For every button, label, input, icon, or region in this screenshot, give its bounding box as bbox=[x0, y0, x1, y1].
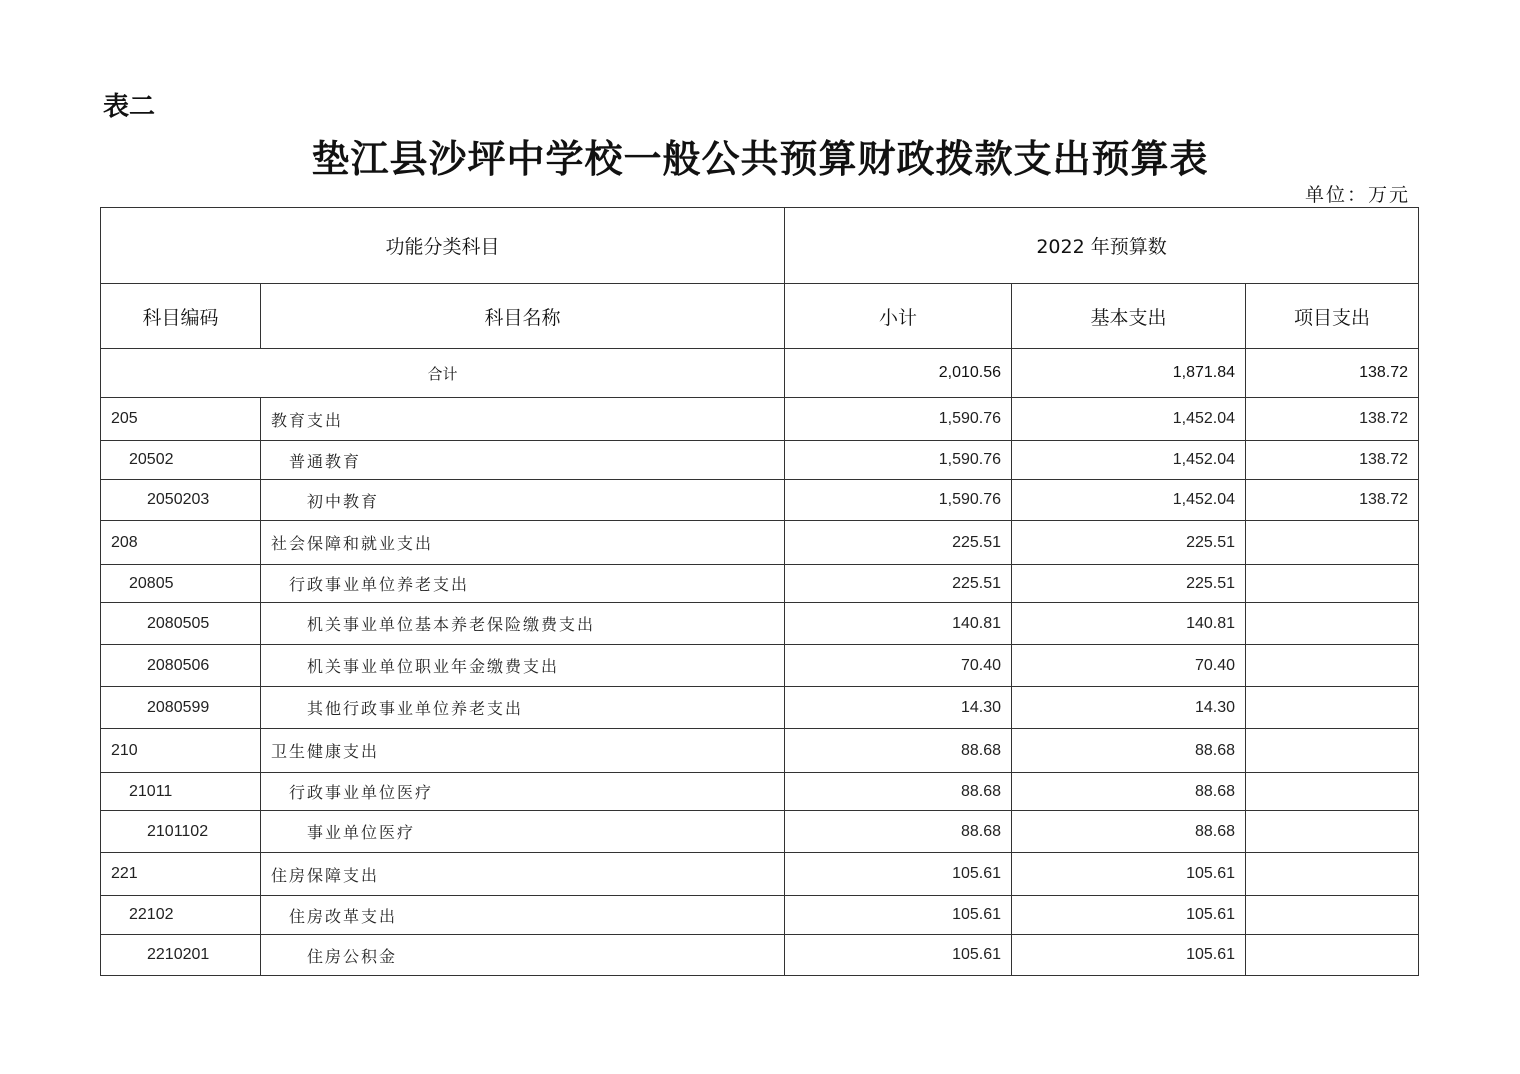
row-code: 2050203 bbox=[101, 480, 261, 521]
table-row bbox=[101, 896, 1419, 935]
row-subtotal: 225.51 bbox=[785, 521, 1012, 565]
row-project: 138.72 bbox=[1246, 480, 1419, 521]
total-subtotal: 2,010.56 bbox=[785, 349, 1012, 398]
group-header-functional: 功能分类科目 bbox=[101, 208, 785, 284]
row-name: 事业单位医疗 bbox=[261, 811, 785, 853]
row-name: 机关事业单位职业年金缴费支出 bbox=[261, 645, 785, 687]
row-name: 卫生健康支出 bbox=[261, 729, 785, 773]
row-subtotal: 1,590.76 bbox=[785, 441, 1012, 480]
row-subtotal: 140.81 bbox=[785, 603, 1012, 645]
column-header-row bbox=[101, 284, 1419, 349]
table-row bbox=[101, 687, 1419, 729]
row-subtotal: 14.30 bbox=[785, 687, 1012, 729]
column-header-project: 项目支出 bbox=[1246, 284, 1419, 349]
row-name: 行政事业单位医疗 bbox=[261, 773, 785, 811]
row-subtotal: 105.61 bbox=[785, 896, 1012, 935]
row-code: 2080505 bbox=[101, 603, 261, 645]
row-basic: 105.61 bbox=[1012, 935, 1246, 976]
row-subtotal: 105.61 bbox=[785, 935, 1012, 976]
budget-table bbox=[100, 207, 1419, 976]
row-subtotal: 225.51 bbox=[785, 565, 1012, 603]
column-header-subtotal: 小计 bbox=[785, 284, 1012, 349]
row-name: 其他行政事业单位养老支出 bbox=[261, 687, 785, 729]
row-project bbox=[1246, 773, 1419, 811]
row-subtotal: 1,590.76 bbox=[785, 398, 1012, 441]
row-code: 208 bbox=[101, 521, 261, 565]
row-project bbox=[1246, 935, 1419, 976]
row-code: 2080599 bbox=[101, 687, 261, 729]
total-row bbox=[101, 349, 1419, 398]
row-subtotal: 70.40 bbox=[785, 645, 1012, 687]
table-row bbox=[101, 398, 1419, 441]
row-project: 138.72 bbox=[1246, 441, 1419, 480]
row-code: 2101102 bbox=[101, 811, 261, 853]
row-code: 205 bbox=[101, 398, 261, 441]
table-row bbox=[101, 645, 1419, 687]
group-header-row bbox=[101, 208, 1419, 284]
row-basic: 140.81 bbox=[1012, 603, 1246, 645]
row-name: 教育支出 bbox=[261, 398, 785, 441]
total-project: 138.72 bbox=[1246, 349, 1419, 398]
row-basic: 70.40 bbox=[1012, 645, 1246, 687]
table-row bbox=[101, 441, 1419, 480]
row-name: 社会保障和就业支出 bbox=[261, 521, 785, 565]
row-basic: 88.68 bbox=[1012, 729, 1246, 773]
row-basic: 1,452.04 bbox=[1012, 398, 1246, 441]
row-basic: 225.51 bbox=[1012, 565, 1246, 603]
row-code: 2080506 bbox=[101, 645, 261, 687]
row-project bbox=[1246, 811, 1419, 853]
row-subtotal: 88.68 bbox=[785, 811, 1012, 853]
row-subtotal: 1,590.76 bbox=[785, 480, 1012, 521]
row-basic: 1,452.04 bbox=[1012, 480, 1246, 521]
row-basic: 105.61 bbox=[1012, 896, 1246, 935]
row-name: 住房改革支出 bbox=[261, 896, 785, 935]
row-basic: 225.51 bbox=[1012, 521, 1246, 565]
row-name: 初中教育 bbox=[261, 480, 785, 521]
row-name: 机关事业单位基本养老保险缴费支出 bbox=[261, 603, 785, 645]
row-project: 138.72 bbox=[1246, 398, 1419, 441]
table-label: 表二 bbox=[103, 92, 156, 122]
row-subtotal: 88.68 bbox=[785, 773, 1012, 811]
table-row bbox=[101, 480, 1419, 521]
table-row bbox=[101, 935, 1419, 976]
column-header-name: 科目名称 bbox=[261, 284, 785, 349]
row-basic: 105.61 bbox=[1012, 853, 1246, 896]
table-row bbox=[101, 565, 1419, 603]
row-name: 行政事业单位养老支出 bbox=[261, 565, 785, 603]
row-code: 20805 bbox=[101, 565, 261, 603]
group-header-budget: 2022 年预算数 bbox=[785, 208, 1419, 284]
row-subtotal: 105.61 bbox=[785, 853, 1012, 896]
row-code: 21011 bbox=[101, 773, 261, 811]
row-project bbox=[1246, 853, 1419, 896]
row-code: 221 bbox=[101, 853, 261, 896]
row-project bbox=[1246, 729, 1419, 773]
row-code: 2210201 bbox=[101, 935, 261, 976]
table-row bbox=[101, 811, 1419, 853]
row-name: 普通教育 bbox=[261, 441, 785, 480]
total-basic: 1,871.84 bbox=[1012, 349, 1246, 398]
column-header-code: 科目编码 bbox=[101, 284, 261, 349]
row-code: 210 bbox=[101, 729, 261, 773]
unit-label: 单位：万元 bbox=[1304, 184, 1410, 206]
row-project bbox=[1246, 521, 1419, 565]
table-row bbox=[101, 521, 1419, 565]
table-row bbox=[101, 853, 1419, 896]
row-basic: 14.30 bbox=[1012, 687, 1246, 729]
row-project bbox=[1246, 603, 1419, 645]
row-project bbox=[1246, 687, 1419, 729]
row-name: 住房保障支出 bbox=[261, 853, 785, 896]
row-basic: 1,452.04 bbox=[1012, 441, 1246, 480]
row-code: 20502 bbox=[101, 441, 261, 480]
row-name: 住房公积金 bbox=[261, 935, 785, 976]
table-row bbox=[101, 773, 1419, 811]
row-project bbox=[1246, 645, 1419, 687]
row-basic: 88.68 bbox=[1012, 773, 1246, 811]
column-header-basic: 基本支出 bbox=[1012, 284, 1246, 349]
row-project bbox=[1246, 896, 1419, 935]
row-subtotal: 88.68 bbox=[785, 729, 1012, 773]
row-code: 22102 bbox=[101, 896, 261, 935]
total-label: 合计 bbox=[101, 349, 785, 398]
table-row bbox=[101, 603, 1419, 645]
page-title: 垫江县沙坪中学校一般公共预算财政拨款支出预算表 bbox=[311, 136, 1209, 181]
row-project bbox=[1246, 565, 1419, 603]
table-row bbox=[101, 729, 1419, 773]
row-basic: 88.68 bbox=[1012, 811, 1246, 853]
